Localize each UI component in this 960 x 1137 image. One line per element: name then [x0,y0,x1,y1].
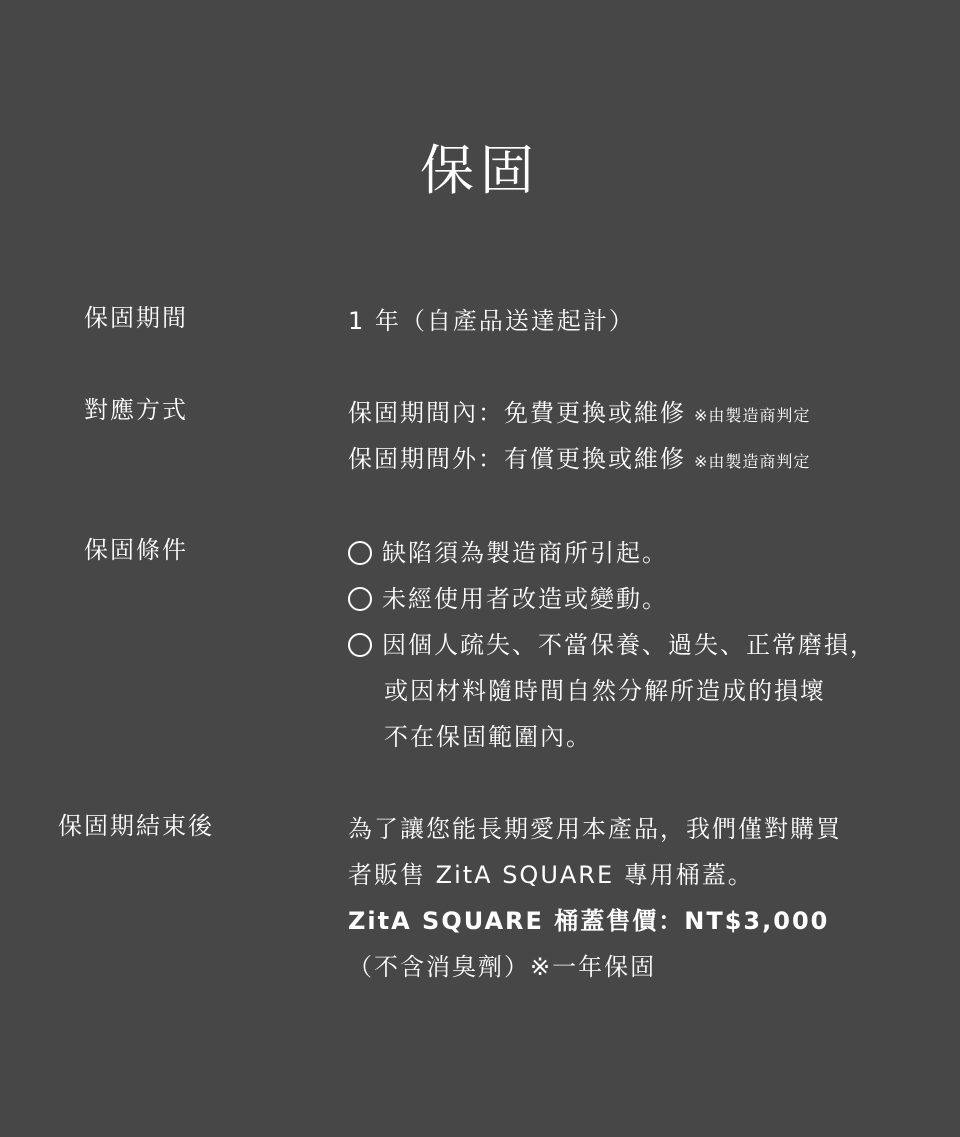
handling-method-body [348,390,810,482]
condition-item [348,576,876,622]
handling-note: ※由製造商判定 [694,452,811,471]
warranty-period-label: 保固期間 [84,304,188,332]
condition-item-continuation: 不在保固範圍內。 [384,723,592,751]
circle-bullet-icon [348,541,372,565]
handling-in-warranty-text: 保固期間內：免費更換或維修 [348,399,686,427]
handling-line-in-warranty [348,390,810,436]
after-warranty-body [348,806,842,990]
circle-bullet-icon [348,587,372,611]
warranty-conditions-body [348,530,876,760]
after-warranty-line: （不含消臭劑）※一年保固 [348,953,657,981]
condition-item-text: 未經使用者改造或變動。 [382,585,668,613]
condition-item-continuation: 或因材料隨時間自然分解所造成的損壞 [384,677,826,705]
handling-line-out-warranty [348,436,810,482]
warranty-period-text: 1 年（自產品送達起計） [348,307,635,335]
condition-item [348,530,876,576]
handling-method-label: 對應方式 [84,396,188,424]
page-title: 保固 [420,139,540,202]
circle-bullet-icon [348,633,372,657]
lid-price-line: ZitA SQUARE 桶蓋售價：NT$3,000 [348,907,830,935]
handling-note: ※由製造商判定 [694,406,811,425]
warranty-conditions-label: 保固條件 [84,536,188,564]
condition-item-text: 缺陷須為製造商所引起。 [382,539,668,567]
condition-item [348,622,876,668]
condition-item-text: 因個人疏失、不當保養、過失、正常磨損， [382,631,876,659]
warranty-period-value [348,298,635,344]
after-warranty-line: 為了讓您能長期愛用本產品，我們僅對購買 [348,815,842,843]
handling-out-warranty-text: 保固期間外：有償更換或維修 [348,445,686,473]
after-warranty-line: 者販售 ZitA SQUARE 專用桶蓋。 [348,861,754,889]
after-warranty-label: 保固期結束後 [58,812,214,840]
